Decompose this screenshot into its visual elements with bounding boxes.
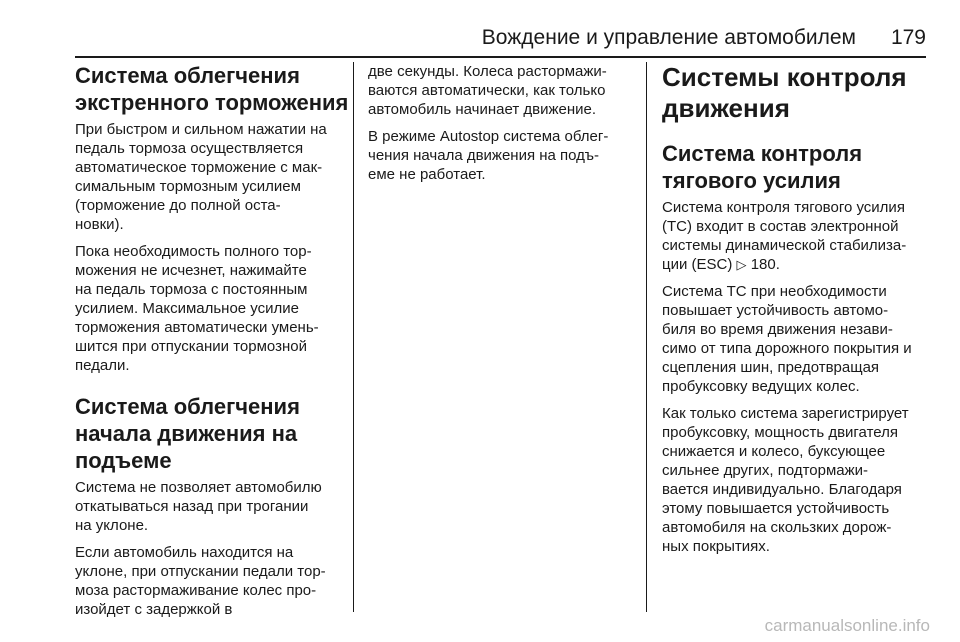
chapter-title: Системы контроля движения (662, 62, 907, 123)
paragraph: Если автомобиль находится на уклоне, при отпускании педали тор- моза растормаживание колес про- изойдет с задержкой в (75, 544, 326, 618)
page-title: Вождение и управление автомобилем (481, 26, 856, 49)
section-heading: Система контроля тягового усилия (662, 141, 863, 193)
column-2 (368, 62, 644, 192)
paragraph: Как только система зарегистрирует пробуксовку, мощность двигателя снижается и колесо, буксующее сильнее других, подтормажи- вается индивидуально. Благодаря этому повышается устойчивость автомобиля на скользких дорож- ных покрытиях. (662, 405, 909, 555)
page-header (75, 26, 926, 58)
paragraph: Система не позволяет автомобилю откатываться назад при трогании на уклоне. (75, 479, 322, 534)
header-divider (75, 56, 926, 58)
page-reference-icon: ▷ (736, 257, 747, 272)
column-divider (353, 62, 354, 612)
column-divider (646, 62, 647, 612)
page-reference: 180. (746, 256, 780, 273)
watermark: carmanualsonline.info (764, 616, 930, 635)
paragraph: В режиме Autostop система облег- чения начала движения на подъ- еме не работает. (368, 128, 609, 183)
page-number: 179 (890, 26, 926, 49)
paragraph: Система TC при необходимости повышает устойчивость автомо- биля во время движения незави- симо от типа дорожного покрытия и сцепления шин, предотвращая пробуксовку ведущих колес. (662, 283, 912, 395)
section-heading: Система облегчения начала движения на подъеме (75, 394, 300, 473)
paragraph: две секунды. Колеса растормажи- ваются автоматически, как только автомобиль начинает движение. (368, 63, 607, 118)
column-1 (75, 62, 351, 627)
column-3 (662, 62, 932, 564)
paragraph: Система контроля тягового усилия (TC) входит в состав электронной системы динамической стабилиза- ции (ESC) ▷ 180. (662, 199, 907, 273)
paragraph: Пока необходимость полного тор- можения не исчезнет, нажимайте на педаль тормоза с постоянным усилием. Максимальное усилие торможения автоматически умень- шится при отпускании тормозной педали. (75, 243, 319, 374)
paragraph: При быстром и сильном нажатии на педаль тормоза осуществляется автоматическое торможение с мак- симальным тормозным усилием (торможение до полной оста- новки). (75, 121, 327, 233)
section-heading: Система облегчения экстренного торможения (75, 63, 349, 115)
